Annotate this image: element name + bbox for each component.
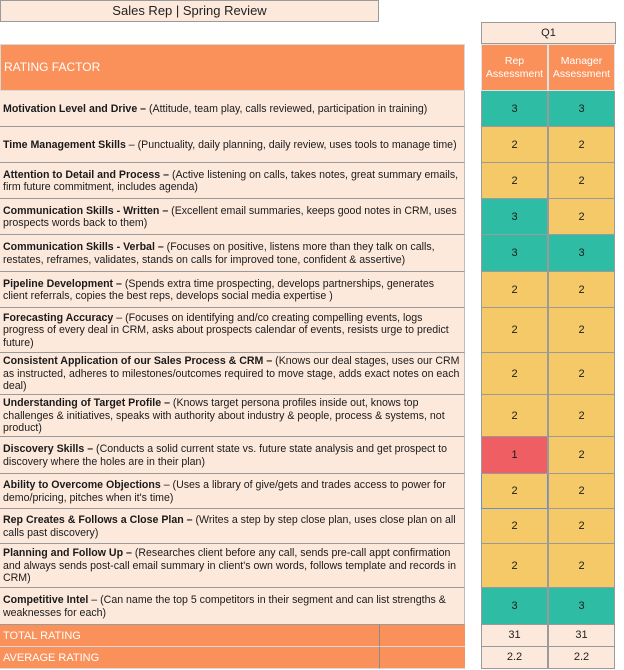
factor-cell[interactable] — [0, 91, 465, 127]
manager-score-cell[interactable]: 2 — [548, 163, 615, 199]
factor-name: Pipeline Development – — [3, 277, 122, 290]
factor-name: Discovery Skills – — [3, 443, 94, 456]
factor-cell[interactable] — [0, 395, 465, 437]
rating-row — [0, 437, 624, 474]
sheet-title: Sales Rep | Spring Review — [0, 0, 379, 22]
manager-score-cell[interactable]: 2 — [548, 544, 615, 588]
factor-name: Communication Skills - Verbal – — [3, 241, 164, 254]
factor-name: Planning and Follow Up – — [3, 547, 132, 560]
manager-score-cell[interactable]: 2 — [548, 308, 615, 353]
rating-row — [0, 163, 624, 199]
factor-cell[interactable] — [0, 353, 465, 395]
total-rep-value[interactable]: 31 — [481, 625, 548, 647]
factor-cell[interactable] — [0, 437, 465, 474]
rep-assessment-header: Rep Assessment — [481, 44, 548, 91]
rep-score-cell[interactable]: 3 — [481, 588, 548, 625]
factor-name: Competitive Intel — [3, 594, 89, 607]
factor-cell[interactable] — [0, 474, 465, 509]
factor-description: (Researches client before any call, sends pre-call appt confirmation and always sends post-call email summary in client's own words, follows template and records in CRM) — [3, 547, 457, 585]
manager-score-cell[interactable]: 2 — [548, 437, 615, 474]
rating-row — [0, 235, 624, 272]
factor-cell[interactable] — [0, 163, 465, 199]
rep-score-cell[interactable]: 2 — [481, 127, 548, 163]
factor-name: Attention to Detail and Process – — [3, 168, 169, 181]
rating-row — [0, 127, 624, 163]
manager-score-cell[interactable]: 2 — [548, 353, 615, 395]
manager-score-cell[interactable]: 2 — [548, 395, 615, 437]
factor-description: (Conducts a solid current state vs. future state analysis and get prospect to discovery where the holes are in their plan) — [3, 443, 448, 468]
factor-cell[interactable] — [0, 199, 465, 235]
factor-description: (Focuses on positive, listens more than they talk on calls, restates, reframes, validates, stands on calls for improved tone, confident & assertive) — [3, 241, 435, 266]
rating-row — [0, 353, 624, 395]
factor-name: Understanding of Target Profile – — [3, 397, 170, 410]
factor-name: Ability to Overcome Objections — [3, 479, 161, 492]
rep-score-cell[interactable]: 3 — [481, 199, 548, 235]
total-manager-value[interactable]: 31 — [548, 625, 615, 647]
factor-description: – (Punctuality, daily planning, daily review, uses tools to manage time) — [125, 138, 457, 151]
rep-score-cell[interactable]: 2 — [481, 272, 548, 308]
factor-cell[interactable] — [0, 588, 465, 625]
manager-score-cell[interactable]: 2 — [548, 474, 615, 509]
rep-score-cell[interactable]: 2 — [481, 163, 548, 199]
average-rating-blank-cell — [379, 647, 465, 669]
manager-score-cell[interactable]: 3 — [548, 235, 615, 272]
rating-row — [0, 395, 624, 437]
total-rating-label: TOTAL RATING — [0, 625, 379, 647]
factor-cell[interactable] — [0, 272, 465, 308]
rep-score-cell[interactable]: 1 — [481, 437, 548, 474]
manager-score-cell[interactable]: 3 — [548, 91, 615, 127]
factor-description: (Active listening on calls, takes notes, great summary emails, firm future commitment, includes agenda) — [3, 168, 459, 193]
factor-cell[interactable] — [0, 509, 465, 544]
factor-description: (Excellent email summaries, keeps good notes in CRM, uses prospects words back to them) — [3, 204, 457, 229]
factor-name: Forecasting Accuracy — [3, 311, 114, 324]
factor-description: – (Uses a library of give/gets and trades access to power for demo/pricing, pitches when it's time) — [3, 479, 446, 504]
rating-row — [0, 308, 624, 353]
rating-row — [0, 272, 624, 308]
rep-score-cell[interactable]: 3 — [481, 235, 548, 272]
rating-row — [0, 544, 624, 588]
manager-assessment-header: Manager Assessment — [548, 44, 615, 91]
factor-name: Rep Creates & Follows a Close Plan – — [3, 514, 193, 527]
factor-name: Communication Skills - Written – — [3, 204, 169, 217]
factor-name: Motivation Level and Drive – — [3, 102, 147, 115]
factor-name: Time Management Skills — [3, 138, 126, 151]
rating-row — [0, 509, 624, 544]
manager-score-cell[interactable]: 2 — [548, 127, 615, 163]
factor-description: (Spends extra time prospecting, develops partnerships, generates client referrals, copies the best reps, develops social media expertise ) — [3, 277, 435, 302]
rep-score-cell[interactable]: 2 — [481, 353, 548, 395]
rating-factor-header: RATING FACTOR — [0, 44, 465, 91]
factor-name: Consistent Application of our Sales Process & CRM – — [3, 355, 273, 368]
factor-description: (Knows our deal stages, uses our CRM as instructed, adheres to milestones/outcomes required to move stage, adds exact notes on each deal) — [3, 355, 460, 393]
total-rating-blank-cell — [379, 625, 465, 647]
factor-description: (Knows target persona profiles inside out, knows top challenges & initiatives, speaks with authority about industry & people, process & systems, not product) — [3, 397, 445, 435]
factor-cell[interactable] — [0, 308, 465, 353]
rep-score-cell[interactable]: 2 — [481, 544, 548, 588]
factor-description: – (Focuses on identifying and/co creating compelling events, logs progress of every deal in CRM, asks about prospects calendar of events, resists urge to predict future) — [3, 311, 449, 349]
quarter-header: Q1 — [481, 22, 616, 44]
manager-score-cell[interactable]: 2 — [548, 272, 615, 308]
rating-row — [0, 474, 624, 509]
rep-score-cell[interactable]: 2 — [481, 509, 548, 544]
manager-score-cell[interactable]: 3 — [548, 588, 615, 625]
manager-score-cell[interactable]: 2 — [548, 509, 615, 544]
factor-cell[interactable] — [0, 544, 465, 588]
average-rating-label: AVERAGE RATING — [0, 647, 379, 669]
rep-score-cell[interactable]: 2 — [481, 395, 548, 437]
factor-description: – (Can name the top 5 competitors in their segment and can list strengths & weaknesses for each) — [3, 594, 446, 619]
factor-description: (Attitude, team play, calls reviewed, participation in training) — [146, 102, 428, 115]
rep-score-cell[interactable]: 3 — [481, 91, 548, 127]
factor-cell[interactable] — [0, 127, 465, 163]
rating-row — [0, 91, 624, 127]
rep-score-cell[interactable]: 2 — [481, 474, 548, 509]
factor-cell[interactable] — [0, 235, 465, 272]
factor-description: (Writes a step by step close plan, uses close plan on all calls past discovery) — [3, 514, 456, 539]
manager-score-cell[interactable]: 2 — [548, 199, 615, 235]
rating-row — [0, 588, 624, 625]
average-manager-value[interactable]: 2.2 — [548, 647, 615, 669]
rep-score-cell[interactable]: 2 — [481, 308, 548, 353]
rating-row — [0, 199, 624, 235]
average-rep-value[interactable]: 2.2 — [481, 647, 548, 669]
